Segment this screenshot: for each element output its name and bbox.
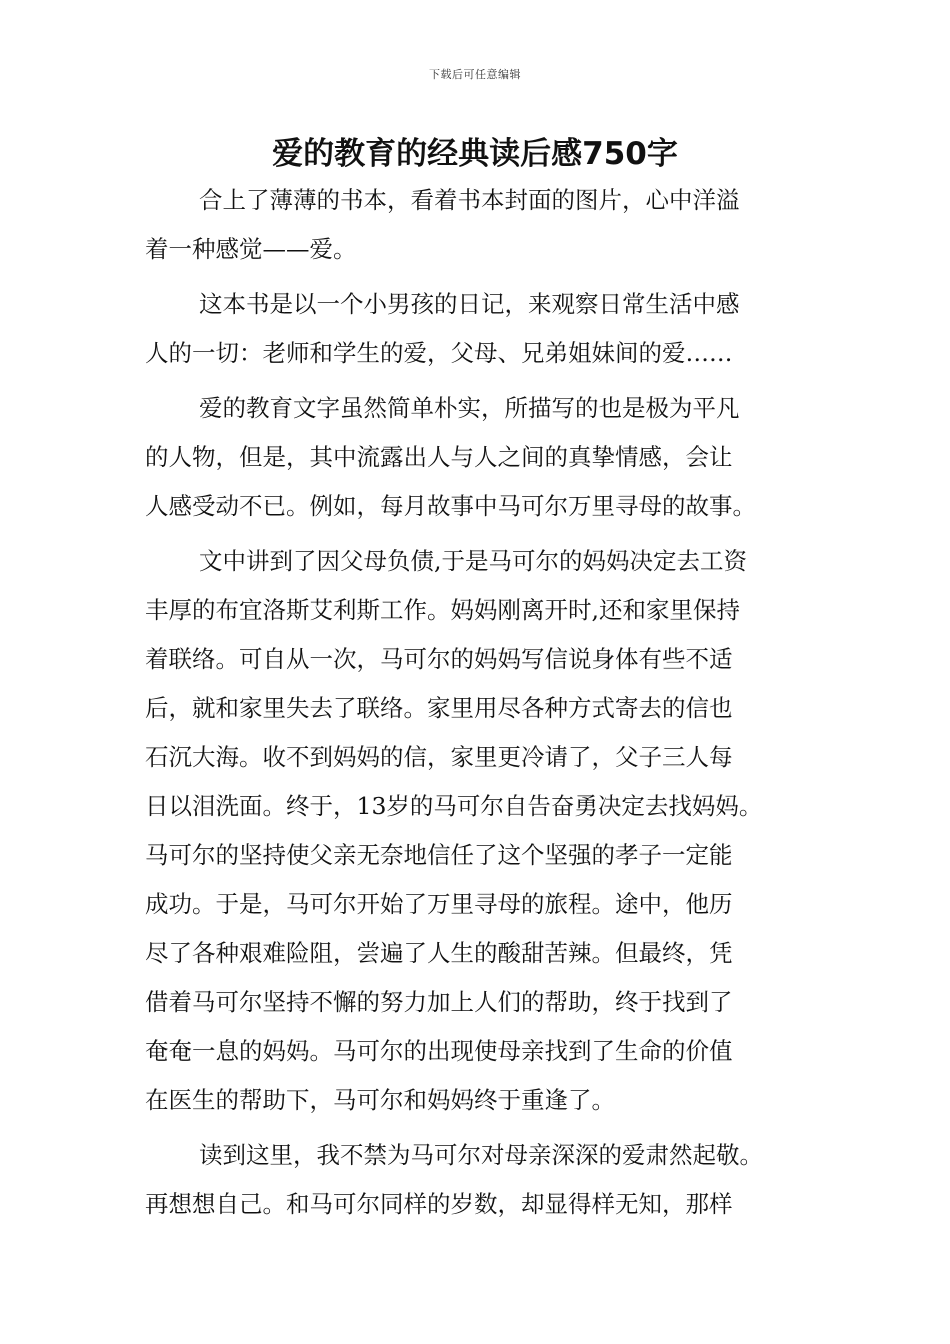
text-line: 日以泪洗面。终于，13岁的马可尔自告奋勇决定去找妈妈。	[145, 792, 763, 820]
text-line: 成功。于是，马可尔开始了万里寻母的旅程。途中，他历	[145, 890, 733, 918]
text-line: 人感受动不已。例如，每月故事中马可尔万里寻母的故事。	[145, 492, 756, 520]
text-line: 读到这里，我不禁为马可尔对母亲深深的爱肃然起敬。	[199, 1141, 763, 1169]
text-line: 丰厚的布宜洛斯艾利斯工作。妈妈刚离开时,还和家里保持	[145, 596, 740, 624]
text-line: 文中讲到了因父母负债,于是马可尔的妈妈决定去工资	[199, 547, 747, 575]
header-note: 下载后可任意编辑	[429, 68, 521, 81]
text-line: 着联络。可自从一次，马可尔的妈妈写信说身体有些不适	[145, 645, 733, 673]
text-line: 马可尔的坚持使父亲无奈地信任了这个坚强的孝子一定能	[145, 841, 733, 869]
text-line: 合上了薄薄的书本，看着书本封面的图片，心中洋溢	[199, 186, 740, 214]
essay-body	[145, 176, 820, 1229]
text-line: 着一种感觉——爱。	[145, 235, 357, 263]
text-line: 爱的教育文字虽然简单朴实，所描写的也是极为平凡	[199, 394, 740, 422]
text-line: 后，就和家里失去了联络。家里用尽各种方式寄去的信也	[145, 694, 733, 722]
text-line: 在医生的帮助下，马可尔和妈妈终于重逢了。	[145, 1086, 615, 1114]
text-line: 这本书是以一个小男孩的日记，来观察日常生活中感	[199, 290, 740, 318]
text-line: 借着马可尔坚持不懈的努力加上人们的帮助，终于找到了	[145, 988, 733, 1016]
text-line: 的人物，但是，其中流露出人与人之间的真挚情感，会让	[145, 443, 733, 471]
text-line: 石沉大海。收不到妈妈的信，家里更冷请了，父子三人每	[145, 743, 733, 771]
text-line: 再想想自己。和马可尔同样的岁数，却显得样无知，那样	[145, 1190, 733, 1218]
text-line: 人的一切：老师和学生的爱，父母、兄弟姐妹间的爱……	[145, 339, 733, 367]
text-line: 尽了各种艰难险阻，尝遍了人生的酸甜苦辣。但最终，凭	[145, 939, 733, 967]
document-title: 爱的教育的经典读后感750字	[272, 136, 678, 172]
text-line: 奄奄一息的妈妈。马可尔的出现使母亲找到了生命的价值	[145, 1037, 733, 1065]
